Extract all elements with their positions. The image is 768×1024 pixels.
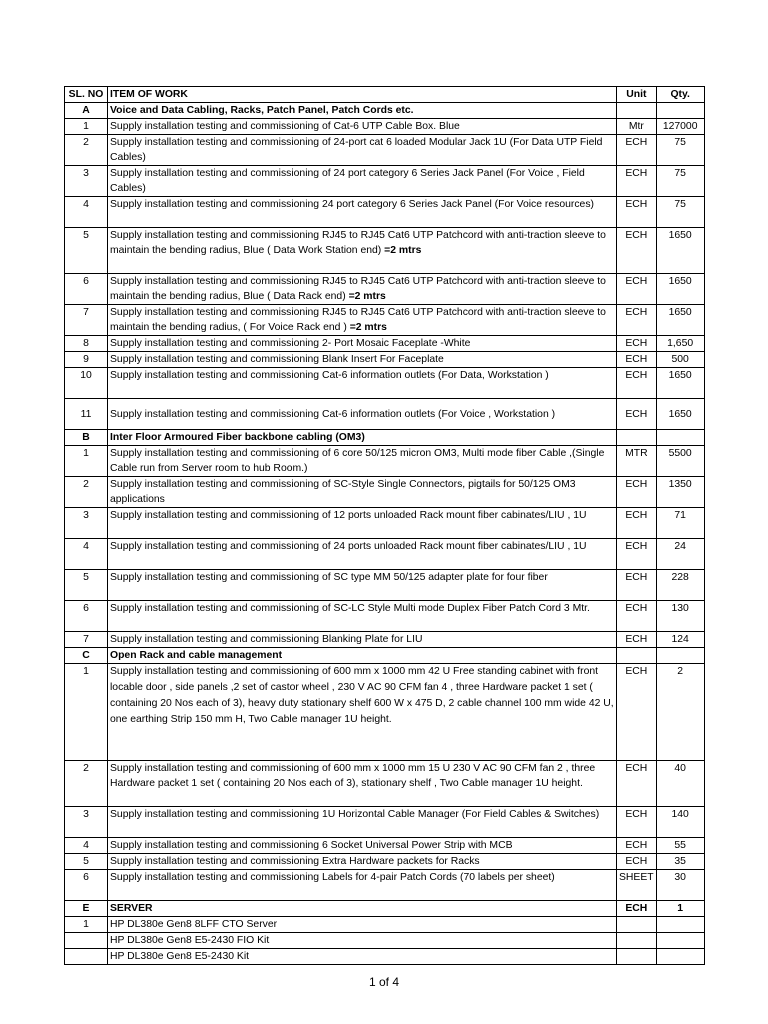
unit-cell: ECH xyxy=(617,477,657,508)
item-description: Supply installation testing and commissioning Blanking Plate for LIU xyxy=(110,634,423,645)
sl-no-cell: 7 xyxy=(65,305,108,336)
table-row xyxy=(65,336,705,352)
qty-cell: 55 xyxy=(656,838,704,854)
item-of-work-cell xyxy=(108,228,617,274)
sl-no-cell: 5 xyxy=(65,854,108,870)
section-row xyxy=(65,430,705,446)
item-of-work-cell xyxy=(108,933,617,949)
unit-cell xyxy=(617,430,657,446)
table-row xyxy=(65,917,705,933)
unit-cell: ECH xyxy=(617,761,657,807)
item-description: Supply installation testing and commissioning RJ45 to RJ45 Cat6 UTP Patchcord with anti-traction sleeve to maintain the bending radius, Blue ( Data Work Station end) xyxy=(110,230,606,256)
unit-cell: ECH xyxy=(617,838,657,854)
sl-no-cell: 6 xyxy=(65,601,108,632)
item-of-work-cell xyxy=(108,103,617,119)
qty-cell: 1650 xyxy=(656,305,704,336)
qty-cell: 1650 xyxy=(656,399,704,430)
item-of-work-cell xyxy=(108,399,617,430)
table-row xyxy=(65,477,705,508)
table-row xyxy=(65,632,705,648)
item-description: Inter Floor Armoured Fiber backbone cabling (OM3) xyxy=(110,432,365,443)
item-description: Supply installation testing and commissioning of SC-Style Single Connectors, pigtails for 50/125 OM3 applications xyxy=(110,479,576,505)
item-of-work-cell xyxy=(108,368,617,399)
table-row xyxy=(65,399,705,430)
qty-cell xyxy=(656,949,704,965)
unit-cell: ECH xyxy=(617,336,657,352)
header-item-of-work: ITEM OF WORK xyxy=(108,87,617,103)
item-description: Supply installation testing and commissioning Cat-6 information outlets (For Data, Workstation ) xyxy=(110,370,549,381)
item-description: Supply installation testing and commissioning of 24-port cat 6 loaded Modular Jack 1U (For Data UTP Field Cables) xyxy=(110,137,603,163)
sl-no-cell: 2 xyxy=(65,477,108,508)
sl-no-cell: 5 xyxy=(65,228,108,274)
sl-no-cell: 1 xyxy=(65,119,108,135)
qty-cell: 35 xyxy=(656,854,704,870)
table-row xyxy=(65,368,705,399)
item-of-work-cell xyxy=(108,854,617,870)
item-of-work-cell xyxy=(108,870,617,901)
item-description: SERVER xyxy=(110,903,153,914)
unit-cell: ECH xyxy=(617,901,657,917)
unit-cell: ECH xyxy=(617,352,657,368)
qty-cell xyxy=(656,933,704,949)
sl-no-cell: 4 xyxy=(65,197,108,228)
unit-cell: ECH xyxy=(617,508,657,539)
item-description: HP DL380e Gen8 8LFF CTO Server xyxy=(110,919,278,930)
item-of-work-cell xyxy=(108,352,617,368)
unit-cell: ECH xyxy=(617,399,657,430)
sl-no-cell: 3 xyxy=(65,508,108,539)
unit-cell xyxy=(617,933,657,949)
table-row xyxy=(65,933,705,949)
qty-cell: 71 xyxy=(656,508,704,539)
table-row xyxy=(65,838,705,854)
item-of-work-cell xyxy=(108,446,617,477)
item-description: Supply installation testing and commissioning of 6 core 50/125 micron OM3, Multi mode fiber Cable ,(Single Cable run from Server room to hub Room.) xyxy=(110,448,605,474)
item-of-work-cell xyxy=(108,336,617,352)
sl-no-cell: 8 xyxy=(65,336,108,352)
item-of-work-cell xyxy=(108,570,617,601)
sl-no-cell: 1 xyxy=(65,446,108,477)
item-description: HP DL380e Gen8 E5-2430 FIO Kit xyxy=(110,935,270,946)
table-row xyxy=(65,135,705,166)
qty-cell xyxy=(656,917,704,933)
table-row xyxy=(65,166,705,197)
table-row xyxy=(65,119,705,135)
table-row xyxy=(65,274,705,305)
unit-cell: ECH xyxy=(617,368,657,399)
unit-cell xyxy=(617,103,657,119)
item-of-work-cell xyxy=(108,539,617,570)
sl-no-cell: 1 xyxy=(65,664,108,761)
sl-no-cell xyxy=(65,949,108,965)
sl-no-cell: C xyxy=(65,648,108,664)
item-description: Supply installation testing and commissioning of SC type MM 50/125 adapter plate for four fiber xyxy=(110,572,548,583)
unit-cell: ECH xyxy=(617,228,657,274)
header-qty: Qty. xyxy=(656,87,704,103)
qty-cell: 1650 xyxy=(656,368,704,399)
item-description: Supply installation testing and commissioning of 24 ports unloaded Rack mount fiber cabinates/LIU , 1U xyxy=(110,541,587,552)
item-of-work-cell xyxy=(108,664,617,761)
header-unit: Unit xyxy=(617,87,657,103)
unit-cell xyxy=(617,648,657,664)
section-row xyxy=(65,901,705,917)
sl-no-cell: 4 xyxy=(65,539,108,570)
item-description: Supply installation testing and commissioning Extra Hardware packets for Racks xyxy=(110,856,480,867)
table-row xyxy=(65,305,705,336)
sl-no-cell: 9 xyxy=(65,352,108,368)
item-description: Supply installation testing and commissioning 24 port category 6 Series Jack Panel (For Voice resources) xyxy=(110,199,594,210)
sl-no-cell: 3 xyxy=(65,166,108,197)
table-row xyxy=(65,761,705,807)
unit-cell xyxy=(617,917,657,933)
item-of-work-cell xyxy=(108,508,617,539)
unit-cell: ECH xyxy=(617,539,657,570)
table-row xyxy=(65,228,705,274)
table-header-row xyxy=(65,87,705,103)
sl-no-cell: 7 xyxy=(65,632,108,648)
item-description: Supply installation testing and commissioning RJ45 to RJ45 Cat6 UTP Patchcord with anti-traction sleeve to maintain the bending radius, ( For Voice Rack end ) xyxy=(110,307,606,333)
item-of-work-cell xyxy=(108,166,617,197)
qty-cell: 75 xyxy=(656,197,704,228)
item-length-note: =2 mtrs xyxy=(348,291,386,302)
item-length-note: =2 mtrs xyxy=(349,322,387,333)
qty-cell: 127000 xyxy=(656,119,704,135)
qty-cell: 5500 xyxy=(656,446,704,477)
unit-cell: SHEET xyxy=(617,870,657,901)
unit-cell: ECH xyxy=(617,601,657,632)
unit-cell: ECH xyxy=(617,632,657,648)
qty-cell: 24 xyxy=(656,539,704,570)
item-of-work-cell xyxy=(108,949,617,965)
table-row xyxy=(65,446,705,477)
table-row xyxy=(65,601,705,632)
item-description: Supply installation testing and commissioning of SC-LC Style Multi mode Duplex Fiber Patch Cord 3 Mtr. xyxy=(110,603,590,614)
table-row xyxy=(65,854,705,870)
qty-cell: 1,650 xyxy=(656,336,704,352)
unit-cell: ECH xyxy=(617,274,657,305)
bill-of-quantities-table xyxy=(64,86,705,965)
sl-no-cell: 11 xyxy=(65,399,108,430)
sl-no-cell: A xyxy=(65,103,108,119)
sl-no-cell: 2 xyxy=(65,135,108,166)
qty-cell: 2 xyxy=(656,664,704,761)
unit-cell: ECH xyxy=(617,305,657,336)
item-description: HP DL380e Gen8 E5-2430 Kit xyxy=(110,951,250,962)
item-of-work-cell xyxy=(108,901,617,917)
sl-no-cell xyxy=(65,933,108,949)
item-of-work-cell xyxy=(108,632,617,648)
item-description: Supply installation testing and commissioning Blank Insert For Faceplate xyxy=(110,354,444,365)
item-description: Open Rack and cable management xyxy=(110,650,283,661)
page-number: 1 of 4 xyxy=(368,975,400,989)
unit-cell: ECH xyxy=(617,166,657,197)
item-of-work-cell xyxy=(108,648,617,664)
qty-cell: 228 xyxy=(656,570,704,601)
unit-cell: ECH xyxy=(617,570,657,601)
qty-cell: 40 xyxy=(656,761,704,807)
header-sl-no: SL. NO xyxy=(65,87,108,103)
item-of-work-cell xyxy=(108,119,617,135)
item-description: Supply installation testing and commissioning of 600 mm x 1000 mm 42 U Free standing cabinet with front locable door , side panels ,2 set of castor wheel , 230 V AC 90 CFM fan 4 , three Hardware packet 1 set ( containing 20 Nos each of 3), heavy duty stationary shelf 600 W x 475 D, 2 cable channel 100 mm wide 42 U, one earthing Strip 150 mm H, Two Cable manager 1U height. xyxy=(110,666,614,725)
item-description: Supply installation testing and commissioning Labels for 4-pair Patch Cords (70 labels per sheet) xyxy=(110,872,555,883)
unit-cell: ECH xyxy=(617,807,657,838)
qty-cell: 1650 xyxy=(656,228,704,274)
unit-cell: ECH xyxy=(617,197,657,228)
table-row xyxy=(65,352,705,368)
qty-cell xyxy=(656,648,704,664)
qty-cell: 75 xyxy=(656,135,704,166)
item-of-work-cell xyxy=(108,274,617,305)
unit-cell: Mtr xyxy=(617,119,657,135)
table-row xyxy=(65,539,705,570)
item-of-work-cell xyxy=(108,477,617,508)
table-row xyxy=(65,197,705,228)
item-description: Supply installation testing and commissioning 6 Socket Universal Power Strip with MCB xyxy=(110,840,513,851)
qty-cell: 30 xyxy=(656,870,704,901)
unit-cell: ECH xyxy=(617,854,657,870)
qty-cell: 1 xyxy=(656,901,704,917)
item-of-work-cell xyxy=(108,761,617,807)
sl-no-cell: B xyxy=(65,430,108,446)
item-of-work-cell xyxy=(108,305,617,336)
item-description: Supply installation testing and commissioning of 600 mm x 1000 mm 15 U 230 V AC 90 CFM fan 2 , three Hardware packet 1 set ( containing 20 Nos each of 3), stationary shelf , Two Cable manager 1U height. xyxy=(110,763,596,789)
item-description: Supply installation testing and commissioning Cat-6 information outlets (For Voice , Workstation ) xyxy=(110,408,556,420)
item-description: Voice and Data Cabling, Racks, Patch Panel, Patch Cords etc. xyxy=(110,105,414,116)
sl-no-cell: 3 xyxy=(65,807,108,838)
sl-no-cell: 6 xyxy=(65,870,108,901)
item-of-work-cell xyxy=(108,917,617,933)
item-description: Supply installation testing and commissioning of Cat-6 UTP Cable Box. Blue xyxy=(110,121,460,132)
table-row xyxy=(65,807,705,838)
qty-cell xyxy=(656,103,704,119)
unit-cell: MTR xyxy=(617,446,657,477)
sl-no-cell: 1 xyxy=(65,917,108,933)
qty-cell: 75 xyxy=(656,166,704,197)
qty-cell: 124 xyxy=(656,632,704,648)
table-row xyxy=(65,949,705,965)
qty-cell: 500 xyxy=(656,352,704,368)
section-row xyxy=(65,648,705,664)
sl-no-cell: 10 xyxy=(65,368,108,399)
sl-no-cell: 6 xyxy=(65,274,108,305)
item-of-work-cell xyxy=(108,135,617,166)
qty-cell xyxy=(656,430,704,446)
item-description: Supply installation testing and commissioning of 12 ports unloaded Rack mount fiber cabinates/LIU , 1U xyxy=(110,510,587,521)
sl-no-cell: 5 xyxy=(65,570,108,601)
item-description: Supply installation testing and commissioning 1U Horizontal Cable Manager (For Field Cables & Switches) xyxy=(110,809,600,820)
item-of-work-cell xyxy=(108,430,617,446)
table-row xyxy=(65,664,705,761)
item-description: Supply installation testing and commissioning of 24 port category 6 Series Jack Panel (For Voice , Field Cables) xyxy=(110,168,585,194)
sl-no-cell: 2 xyxy=(65,761,108,807)
table-row xyxy=(65,570,705,601)
item-of-work-cell xyxy=(108,838,617,854)
sl-no-cell: 4 xyxy=(65,838,108,854)
unit-cell xyxy=(617,949,657,965)
qty-cell: 1650 xyxy=(656,274,704,305)
qty-cell: 130 xyxy=(656,601,704,632)
item-of-work-cell xyxy=(108,197,617,228)
sl-no-cell: E xyxy=(65,901,108,917)
table-row xyxy=(65,508,705,539)
item-of-work-cell xyxy=(108,601,617,632)
qty-cell: 140 xyxy=(656,807,704,838)
unit-cell: ECH xyxy=(617,664,657,761)
item-length-note: =2 mtrs xyxy=(384,245,422,256)
item-of-work-cell xyxy=(108,807,617,838)
table-row xyxy=(65,870,705,901)
item-description: Supply installation testing and commissioning 2- Port Mosaic Faceplate -White xyxy=(110,338,471,349)
section-row xyxy=(65,103,705,119)
item-description: Supply installation testing and commissioning RJ45 to RJ45 Cat6 UTP Patchcord with anti-traction sleeve to maintain the bending radius, Blue ( Data Rack end) xyxy=(110,276,606,302)
unit-cell: ECH xyxy=(617,135,657,166)
qty-cell: 1350 xyxy=(656,477,704,508)
